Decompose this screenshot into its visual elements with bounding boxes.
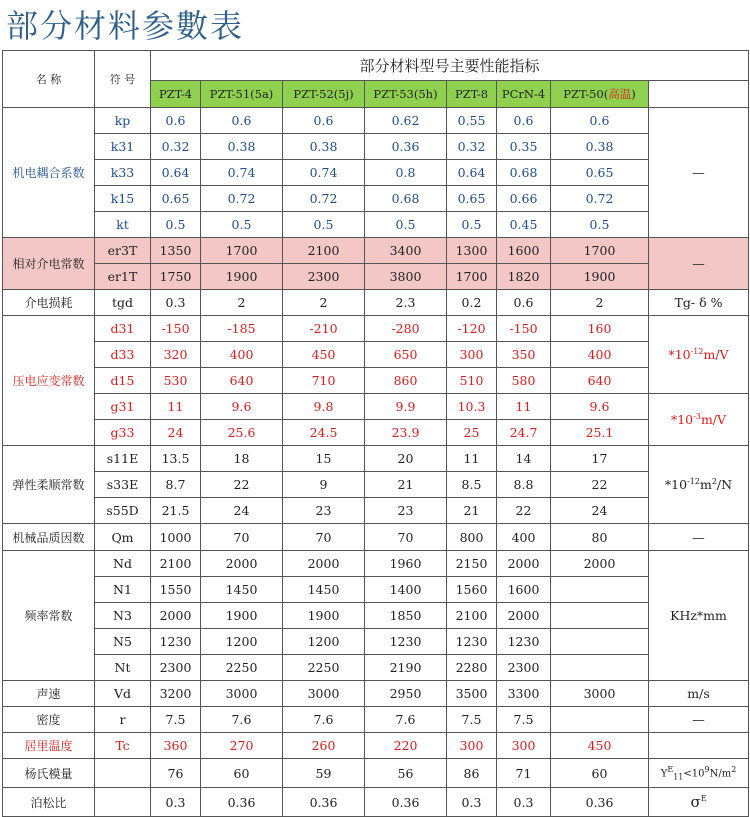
- value-cell: 13.5: [151, 446, 201, 472]
- value-cell: 11: [497, 394, 551, 420]
- value-cell: 0.36: [365, 788, 447, 817]
- unit-cell: $*10^{-12}m/V$: [649, 316, 749, 394]
- value-cell: 1600: [497, 577, 551, 603]
- unit-cell: $\sigma^E$: [649, 788, 749, 817]
- table-row: [3, 342, 749, 368]
- table-row: [3, 498, 749, 524]
- value-cell: -210: [283, 316, 365, 342]
- value-cell: 22: [201, 472, 283, 498]
- value-cell: 2000: [551, 551, 649, 577]
- table-row: [3, 603, 749, 629]
- value-cell: 23: [365, 498, 447, 524]
- group-label: 介电损耗: [3, 290, 95, 316]
- value-cell: 1700: [551, 238, 649, 264]
- value-cell: 1820: [497, 264, 551, 290]
- value-cell: 1200: [201, 629, 283, 655]
- symbol-cell: Nd: [95, 551, 151, 577]
- value-cell: 7.6: [201, 707, 283, 733]
- value-cell: 2000: [201, 551, 283, 577]
- value-cell: 0.65: [151, 186, 201, 212]
- unit-cell: —: [649, 238, 749, 290]
- table-row: [3, 368, 749, 394]
- value-cell: 22: [497, 498, 551, 524]
- value-cell: 0.62: [365, 108, 447, 134]
- value-cell: 25: [447, 420, 497, 446]
- unit-cell: —: [649, 707, 749, 733]
- value-cell: 1700: [447, 264, 497, 290]
- value-cell: 0.5: [151, 212, 201, 238]
- unit-cell: KHz*mm: [649, 551, 749, 681]
- value-cell: 0.5: [365, 212, 447, 238]
- value-cell: 2250: [201, 655, 283, 681]
- value-cell: -150: [497, 316, 551, 342]
- material-header: PZT-52(5j): [283, 81, 365, 108]
- unit-cell: Tg- δ %: [649, 290, 749, 316]
- table-row: [3, 707, 749, 733]
- value-cell: 0.3: [151, 788, 201, 817]
- symbol-cell: k31: [95, 134, 151, 160]
- value-cell: 400: [551, 342, 649, 368]
- table-row: [3, 472, 749, 498]
- value-cell: -150: [151, 316, 201, 342]
- value-cell: 0.32: [447, 134, 497, 160]
- value-cell: 0.74: [283, 160, 365, 186]
- group-label: 弹性柔顺常数: [3, 446, 95, 524]
- value-cell: 3500: [447, 681, 497, 707]
- value-cell: 220: [365, 733, 447, 759]
- value-cell: 1900: [283, 603, 365, 629]
- value-cell: 0.72: [201, 186, 283, 212]
- value-cell: 0.5: [551, 212, 649, 238]
- value-cell: 1230: [497, 629, 551, 655]
- value-cell: 0.5: [201, 212, 283, 238]
- value-cell: 270: [201, 733, 283, 759]
- value-cell: 300: [447, 733, 497, 759]
- value-cell: 23: [283, 498, 365, 524]
- table-row: [3, 238, 749, 264]
- table-row: [3, 577, 749, 603]
- unit-cell: —: [649, 108, 749, 238]
- value-cell: 1450: [201, 577, 283, 603]
- value-cell: 1900: [201, 603, 283, 629]
- value-cell: 2150: [447, 551, 497, 577]
- symbol-cell: N1: [95, 577, 151, 603]
- value-cell: 2300: [283, 264, 365, 290]
- symbol-cell: er1T: [95, 264, 151, 290]
- value-cell: 320: [151, 342, 201, 368]
- value-cell: 11: [447, 446, 497, 472]
- table-row: [3, 524, 749, 551]
- value-cell: 0.64: [151, 160, 201, 186]
- main-performance-header: 部分材料型号主要性能指标: [151, 51, 749, 81]
- value-cell: 2000: [497, 603, 551, 629]
- symbol-cell: er3T: [95, 238, 151, 264]
- value-cell: 0.6: [201, 108, 283, 134]
- value-cell: 2250: [283, 655, 365, 681]
- group-label: 机械品质因数: [3, 524, 95, 551]
- value-cell: 650: [365, 342, 447, 368]
- value-cell: 300: [497, 733, 551, 759]
- table-row: [3, 134, 749, 160]
- value-cell: 0.36: [201, 788, 283, 817]
- value-cell: 0.5: [283, 212, 365, 238]
- value-cell: 1230: [447, 629, 497, 655]
- value-cell: 0.8: [365, 160, 447, 186]
- symbol-cell: k15: [95, 186, 151, 212]
- value-cell: 0.6: [497, 108, 551, 134]
- value-cell: 0.38: [283, 134, 365, 160]
- value-cell: 2: [201, 290, 283, 316]
- group-label: 压电应变常数: [3, 316, 95, 446]
- value-cell: 2100: [447, 603, 497, 629]
- value-cell: 2.3: [365, 290, 447, 316]
- value-cell: 25.1: [551, 420, 649, 446]
- material-header: PZT-53(5h): [365, 81, 447, 108]
- table-row: [3, 629, 749, 655]
- value-cell: 0.32: [151, 134, 201, 160]
- value-cell: 1300: [447, 238, 497, 264]
- table-row: [3, 420, 749, 446]
- table-row: [3, 264, 749, 290]
- value-cell: 3000: [201, 681, 283, 707]
- material-header: PZT-4: [151, 81, 201, 108]
- value-cell: 1550: [151, 577, 201, 603]
- symbol-cell: d15: [95, 368, 151, 394]
- value-cell: 70: [201, 524, 283, 551]
- value-cell: 24: [551, 498, 649, 524]
- value-cell: 2280: [447, 655, 497, 681]
- symbol-cell: N3: [95, 603, 151, 629]
- value-cell: 60: [201, 759, 283, 788]
- value-cell: 360: [151, 733, 201, 759]
- value-cell: 59: [283, 759, 365, 788]
- value-cell: 8.5: [447, 472, 497, 498]
- value-cell: 76: [151, 759, 201, 788]
- table-row: [3, 446, 749, 472]
- high-temp-label: 高温: [608, 87, 632, 102]
- symbol-cell: r: [95, 707, 151, 733]
- value-cell: 9: [283, 472, 365, 498]
- material-header: PZT-8: [447, 81, 497, 108]
- symbol-cell: tgd: [95, 290, 151, 316]
- value-cell: 0.3: [497, 788, 551, 817]
- symbol-cell: g31: [95, 394, 151, 420]
- value-cell: 800: [447, 524, 497, 551]
- value-cell: 80: [551, 524, 649, 551]
- page-title: 部分材料参數表: [6, 7, 245, 45]
- value-cell: 24.5: [283, 420, 365, 446]
- value-cell: 1960: [365, 551, 447, 577]
- value-cell: 21: [447, 498, 497, 524]
- table-row: [3, 733, 749, 759]
- value-cell: 3800: [365, 264, 447, 290]
- table-row: [3, 290, 749, 316]
- value-cell: 22: [551, 472, 649, 498]
- value-cell: 7.5: [151, 707, 201, 733]
- unit-column-header: [649, 81, 749, 108]
- value-cell: 400: [497, 524, 551, 551]
- value-cell: 1900: [551, 264, 649, 290]
- value-cell: 0.55: [447, 108, 497, 134]
- value-cell: 1350: [151, 238, 201, 264]
- value-cell: 9.9: [365, 394, 447, 420]
- value-cell: 0.6: [497, 290, 551, 316]
- symbol-cell: s55D: [95, 498, 151, 524]
- value-cell: 2100: [151, 551, 201, 577]
- value-cell: 60: [551, 759, 649, 788]
- value-cell: 300: [447, 342, 497, 368]
- value-cell: 2: [283, 290, 365, 316]
- name-column-header: 名 称: [3, 51, 95, 108]
- value-cell: 24.7: [497, 420, 551, 446]
- value-cell: 640: [201, 368, 283, 394]
- value-cell: 0.65: [551, 160, 649, 186]
- group-label: 频率常数: [3, 551, 95, 681]
- value-cell: 3300: [497, 681, 551, 707]
- value-cell: 1560: [447, 577, 497, 603]
- value-cell: 14: [497, 446, 551, 472]
- table-row: [3, 655, 749, 681]
- value-cell: 3000: [283, 681, 365, 707]
- symbol-column-header: 符 号: [95, 51, 151, 108]
- group-label: 杨氏模量: [3, 759, 95, 788]
- table-row: [3, 186, 749, 212]
- value-cell: 7.5: [497, 707, 551, 733]
- value-cell: 530: [151, 368, 201, 394]
- value-cell: 2300: [151, 655, 201, 681]
- value-cell: 0.45: [497, 212, 551, 238]
- value-cell: 0.72: [551, 186, 649, 212]
- value-cell: 0.65: [447, 186, 497, 212]
- table-row: [3, 108, 749, 134]
- value-cell: 8.7: [151, 472, 201, 498]
- symbol-cell: k33: [95, 160, 151, 186]
- value-cell: 2: [551, 290, 649, 316]
- value-cell: 3000: [551, 681, 649, 707]
- group-label: 声速: [3, 681, 95, 707]
- value-cell: 9.6: [551, 394, 649, 420]
- group-label: 相对介电常数: [3, 238, 95, 290]
- symbol-cell: d33: [95, 342, 151, 368]
- unit-cell: m/s: [649, 681, 749, 707]
- value-cell: 1600: [497, 238, 551, 264]
- value-cell: 71: [497, 759, 551, 788]
- unit-cell: —: [649, 524, 749, 551]
- value-cell: 160: [551, 316, 649, 342]
- value-cell: 580: [497, 368, 551, 394]
- symbol-cell: s33E: [95, 472, 151, 498]
- material-header: PCrN-4: [497, 81, 551, 108]
- value-cell: 1900: [201, 264, 283, 290]
- value-cell: 0.6: [551, 108, 649, 134]
- value-cell: 710: [283, 368, 365, 394]
- symbol-cell: s11E: [95, 446, 151, 472]
- value-cell: 24: [151, 420, 201, 446]
- group-label: 泊松比: [3, 788, 95, 817]
- value-cell: [551, 577, 649, 603]
- value-cell: 70: [283, 524, 365, 551]
- value-cell: 8.8: [497, 472, 551, 498]
- value-cell: 0.38: [551, 134, 649, 160]
- value-cell: 56: [365, 759, 447, 788]
- value-cell: 640: [551, 368, 649, 394]
- value-cell: 0.64: [447, 160, 497, 186]
- unit-cell: $Y^E_{11}<10^9N/m^2$: [649, 759, 749, 788]
- material-parameters-table: [2, 50, 749, 817]
- value-cell: 20: [365, 446, 447, 472]
- unit-cell: $*10^{-12}m^2/N$: [649, 446, 749, 524]
- symbol-cell: Vd: [95, 681, 151, 707]
- table-row: [3, 681, 749, 707]
- value-cell: 510: [447, 368, 497, 394]
- value-cell: -280: [365, 316, 447, 342]
- symbol-cell: kp: [95, 108, 151, 134]
- value-cell: [551, 629, 649, 655]
- value-cell: 0.3: [447, 788, 497, 817]
- value-cell: 25.6: [201, 420, 283, 446]
- value-cell: 17: [551, 446, 649, 472]
- value-cell: 0.36: [283, 788, 365, 817]
- table-row: [3, 394, 749, 420]
- value-cell: 21.5: [151, 498, 201, 524]
- value-cell: 7.5: [447, 707, 497, 733]
- value-cell: 18: [201, 446, 283, 472]
- value-cell: 0.74: [201, 160, 283, 186]
- value-cell: 350: [497, 342, 551, 368]
- value-cell: 860: [365, 368, 447, 394]
- value-cell: 1750: [151, 264, 201, 290]
- value-cell: 0.36: [551, 788, 649, 817]
- value-cell: 0.68: [497, 160, 551, 186]
- value-cell: 3400: [365, 238, 447, 264]
- value-cell: 0.2: [447, 290, 497, 316]
- value-cell: [551, 707, 649, 733]
- value-cell: 0.35: [497, 134, 551, 160]
- unit-cell: [649, 733, 749, 759]
- table-row: [3, 316, 749, 342]
- group-label: 居里温度: [3, 733, 95, 759]
- value-cell: 2100: [283, 238, 365, 264]
- value-cell: 2000: [497, 551, 551, 577]
- value-cell: -185: [201, 316, 283, 342]
- value-cell: 1230: [151, 629, 201, 655]
- value-cell: 21: [365, 472, 447, 498]
- value-cell: 1850: [365, 603, 447, 629]
- value-cell: 7.6: [365, 707, 447, 733]
- symbol-cell: d31: [95, 316, 151, 342]
- value-cell: 2000: [151, 603, 201, 629]
- symbol-cell: [95, 759, 151, 788]
- value-cell: 0.68: [365, 186, 447, 212]
- unit-cell: $*10^{-3}m/V$: [649, 394, 749, 446]
- value-cell: 15: [283, 446, 365, 472]
- value-cell: 450: [283, 342, 365, 368]
- value-cell: 0.38: [201, 134, 283, 160]
- value-cell: 1450: [283, 577, 365, 603]
- value-cell: 3200: [151, 681, 201, 707]
- material-header: PZT-51(5a): [201, 81, 283, 108]
- value-cell: 0.36: [365, 134, 447, 160]
- material-header: PZT-50(高温): [551, 81, 649, 108]
- table-row: [3, 160, 749, 186]
- table-header-row: [3, 51, 749, 81]
- symbol-cell: Qm: [95, 524, 151, 551]
- value-cell: 7.6: [283, 707, 365, 733]
- value-cell: 1200: [283, 629, 365, 655]
- value-cell: 0.66: [497, 186, 551, 212]
- table-row: [3, 788, 749, 817]
- value-cell: 0.6: [283, 108, 365, 134]
- table-row: [3, 212, 749, 238]
- value-cell: 450: [551, 733, 649, 759]
- value-cell: [551, 603, 649, 629]
- value-cell: 11: [151, 394, 201, 420]
- value-cell: 2190: [365, 655, 447, 681]
- value-cell: 1700: [201, 238, 283, 264]
- value-cell: 2950: [365, 681, 447, 707]
- value-cell: 23.9: [365, 420, 447, 446]
- value-cell: 400: [201, 342, 283, 368]
- table-row: [3, 759, 749, 788]
- value-cell: 9.6: [201, 394, 283, 420]
- symbol-cell: Nt: [95, 655, 151, 681]
- value-cell: 70: [365, 524, 447, 551]
- group-label: 密度: [3, 707, 95, 733]
- value-cell: 1230: [365, 629, 447, 655]
- value-cell: 0.3: [151, 290, 201, 316]
- value-cell: 0.72: [283, 186, 365, 212]
- symbol-cell: N5: [95, 629, 151, 655]
- value-cell: 9.8: [283, 394, 365, 420]
- value-cell: 1000: [151, 524, 201, 551]
- symbol-cell: kt: [95, 212, 151, 238]
- value-cell: 24: [201, 498, 283, 524]
- value-cell: -120: [447, 316, 497, 342]
- value-cell: 2000: [283, 551, 365, 577]
- table-row: [3, 551, 749, 577]
- value-cell: 260: [283, 733, 365, 759]
- value-cell: 10.3: [447, 394, 497, 420]
- value-cell: 0.5: [447, 212, 497, 238]
- value-cell: 2300: [497, 655, 551, 681]
- symbol-cell: g33: [95, 420, 151, 446]
- value-cell: 1400: [365, 577, 447, 603]
- symbol-cell: Tc: [95, 733, 151, 759]
- value-cell: [551, 655, 649, 681]
- group-label: 机电耦合系数: [3, 108, 95, 238]
- symbol-cell: [95, 788, 151, 817]
- value-cell: 86: [447, 759, 497, 788]
- value-cell: 0.6: [151, 108, 201, 134]
